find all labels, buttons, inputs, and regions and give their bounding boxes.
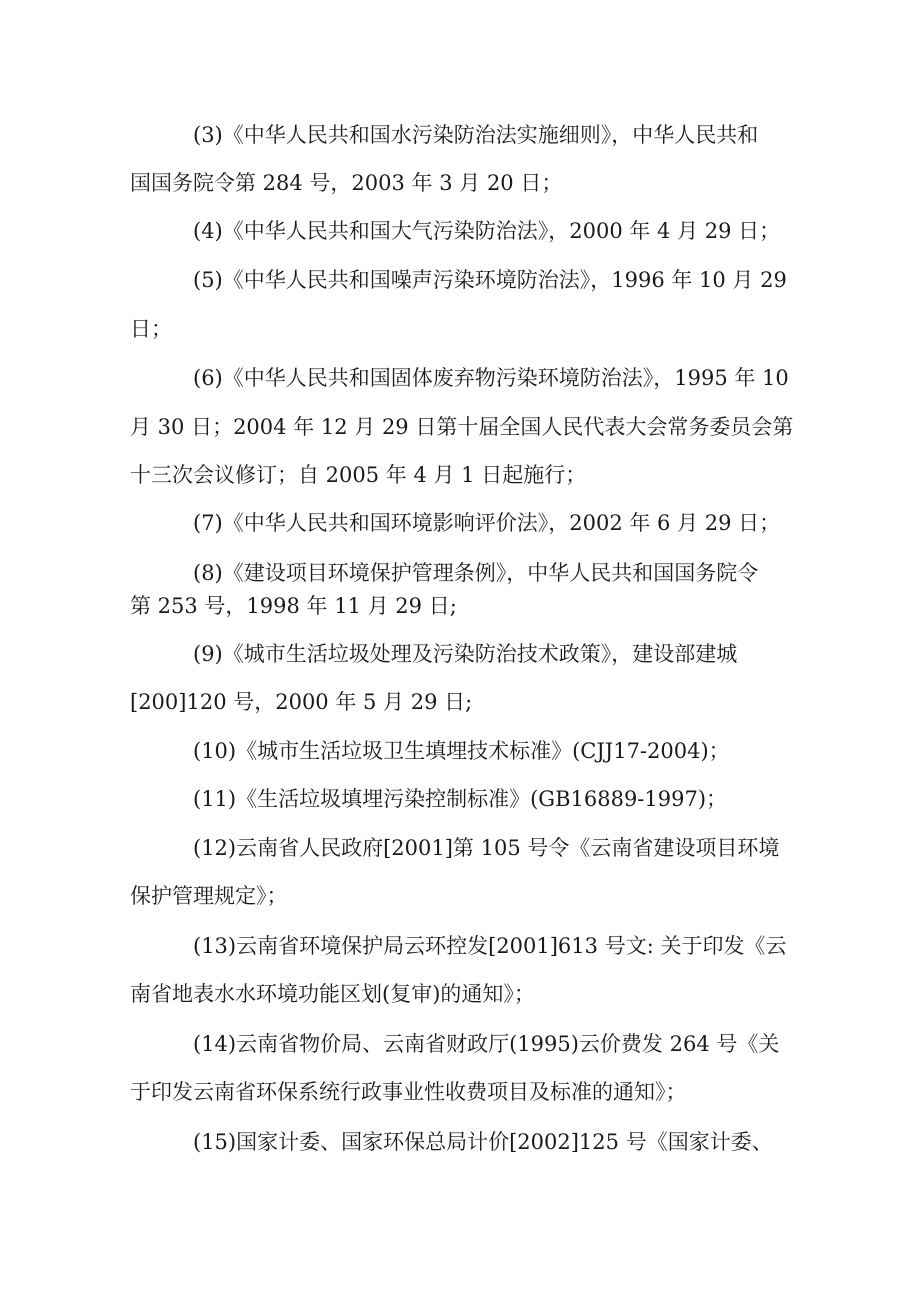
item-4-line-1: (4)《中华人民共和国大气污染防治法》，2000 年 4 月 29 日； xyxy=(193,219,781,243)
item-13-line-2: 南省地表水水环境功能区划(复审)的通知》； xyxy=(130,982,535,1006)
item-7-line-1: (7)《中华人民共和国环境影响评价法》，2002 年 6 月 29 日； xyxy=(193,511,781,535)
item-14-line-1: (14)云南省物价局、云南省财政厅(1995)云价费发 264 号《关 xyxy=(193,1032,780,1056)
item-6-line-1: (6)《中华人民共和国固体废弃物污染环境防治法》，1995 年 10 xyxy=(193,366,789,390)
item-9-line-2: [200]120 号，2000 年 5 月 29 日; xyxy=(130,690,473,714)
item-12-line-1: (12)云南省人民政府[2001]第 105 号令《云南省建设项目环境 xyxy=(193,836,780,860)
item-12-line-2: 保护管理规定》； xyxy=(130,884,288,908)
item-3-line-2: 国国务院令第 284 号，2003 年 3 月 20 日； xyxy=(130,171,563,195)
item-5-line-1: (5)《中华人民共和国噪声污染环境防治法》，1996 年 10 月 29 xyxy=(193,268,787,292)
item-3-line-1: (3)《中华人民共和国水污染防治法实施细则》，中华人民共和 xyxy=(193,123,759,147)
item-8-line-1: (8)《建设项目环境保护管理条例》，中华人民共和国国务院令 xyxy=(193,561,759,585)
item-8-line-2: 第 253 号，1998 年 11 月 29 日; xyxy=(130,594,457,618)
item-6-line-3: 十三次会议修订；自 2005 年 4 月 1 日起施行； xyxy=(130,463,587,487)
item-10-line-1: (10)《城市生活垃圾卫生填埋技术标准》(CJJ17-2004)； xyxy=(193,739,730,763)
item-9-line-1: (9)《城市生活垃圾处理及污染防治技术政策》，建设部建城 xyxy=(193,642,738,666)
item-13-line-1: (13)云南省环境保护局云环控发[2001]613 号文: 关于印发《云 xyxy=(193,934,787,958)
item-6-line-2: 月 30 日；2004 年 12 月 29 日第十届全国人民代表大会常务委员会第 xyxy=(130,415,794,439)
item-11-line-1: (11)《生活垃圾填埋污染控制标准》(GB16889-1997)； xyxy=(193,787,728,811)
item-14-line-2: 于印发云南省环保系统行政事业性收费项目及标准的通知》； xyxy=(130,1080,687,1104)
item-15-line-1: (15)国家计委、国家环保总局计价[2002]125 号《国家计委、 xyxy=(193,1130,773,1154)
item-5-line-2: 日； xyxy=(130,317,172,341)
